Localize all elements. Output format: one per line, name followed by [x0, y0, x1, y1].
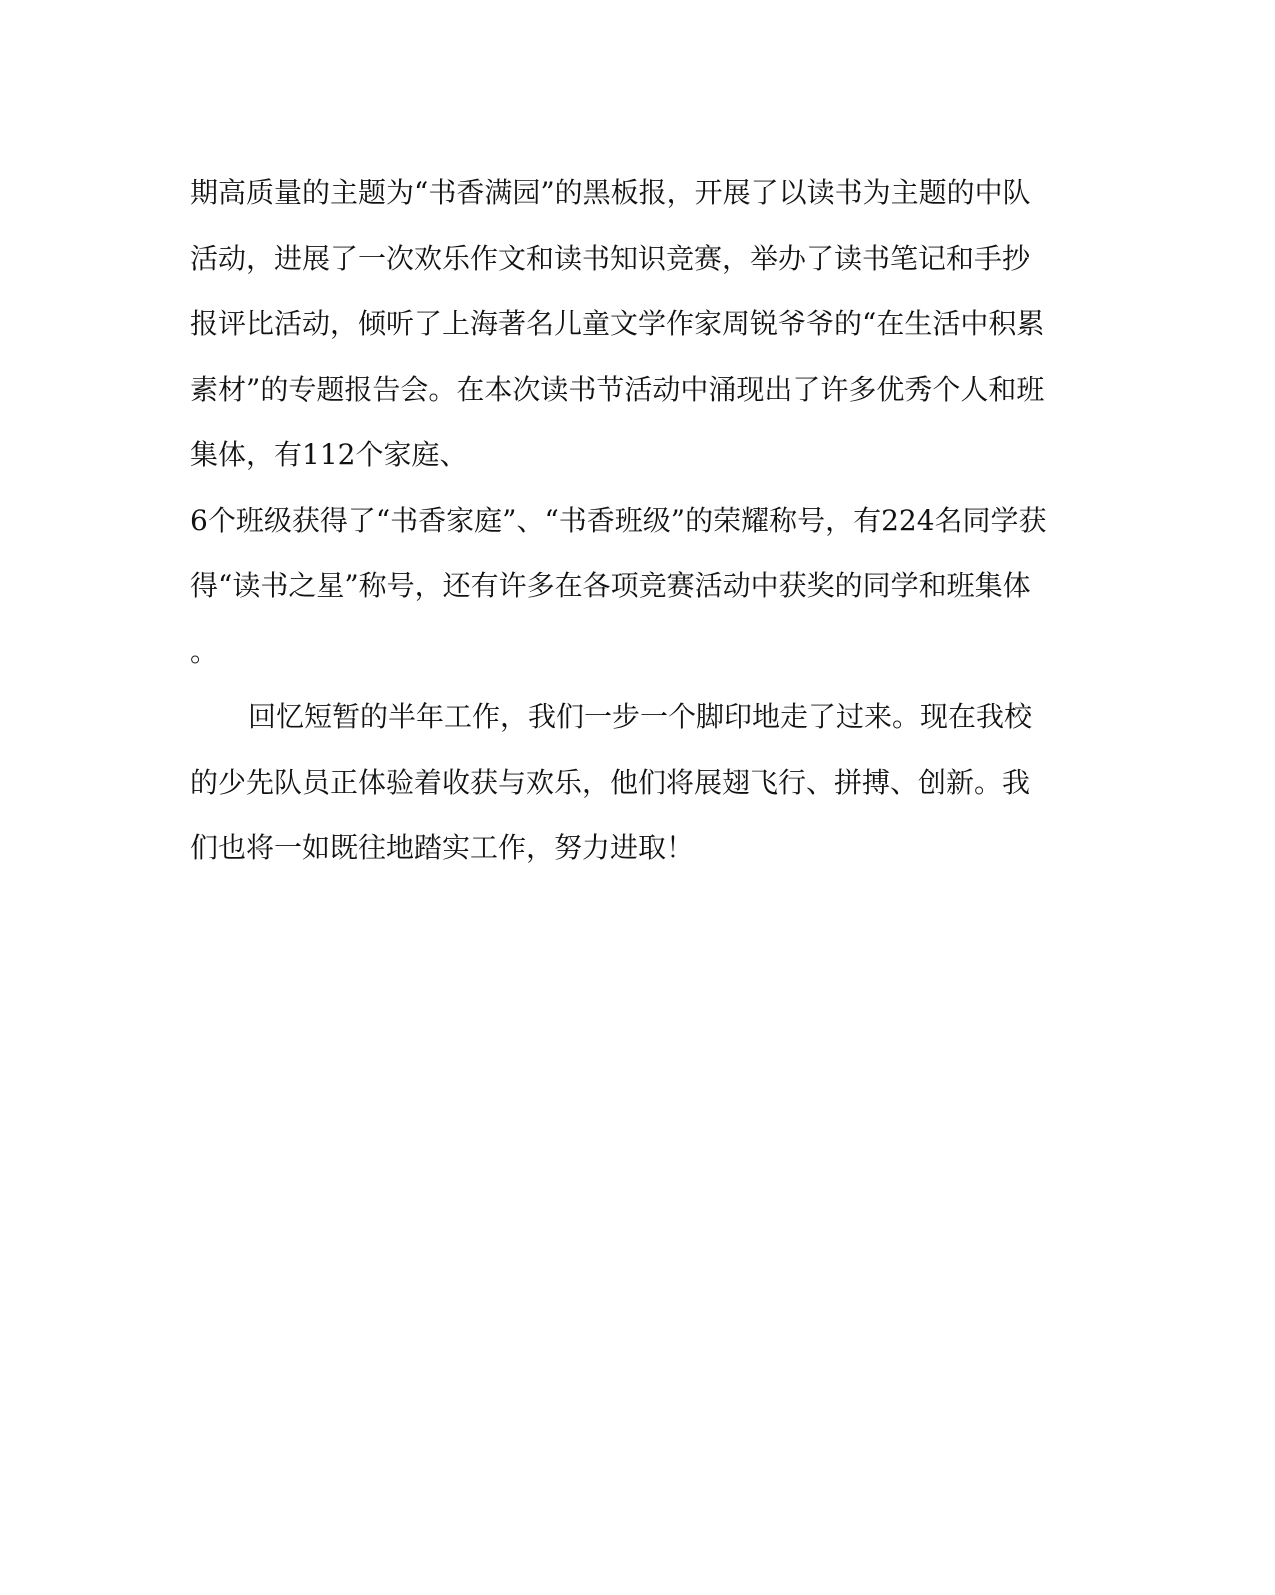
text-line-5: 集体，有112个家庭、 — [190, 438, 468, 471]
text-line-3: 报评比活动，倾听了上海著名儿童文学作家周锐爷爷的“在生活中积累 — [190, 307, 1045, 340]
text-line-11: 们也将一如既往地踏实工作，努力进取！ — [190, 831, 695, 864]
text-line-8: 。 — [190, 634, 219, 668]
text-line-7: 得“读书之星”称号，还有许多在各项竞赛活动中获奖的同学和班集体 — [190, 569, 1031, 602]
text-line-4: 素材”的专题报告会。在本次读书节活动中涌现出了许多优秀个人和班 — [190, 372, 1045, 406]
text-line-10: 的少先队员正体验着收获与欢乐，他们将展翅飞行、拼搏、创新。我 — [190, 765, 1031, 799]
text-line-6: 6个班级获得了“书香家庭”、“书香班级”的荣耀称号，有224名同学获 — [190, 503, 1047, 537]
document-body — [190, 160, 1070, 881]
text-line-1: 期高质量的主题为“书香满园”的黑板报，开展了以读书为主题的中队 — [190, 176, 1031, 209]
text-line-9-paragraph-start: 回忆短暂的半年工作，我们一步一个脚印地走了过来。现在我校 — [248, 700, 1033, 733]
text-line-2: 活动，进展了一次欢乐作文和读书知识竞赛，举办了读书笔记和手抄 — [190, 241, 1031, 275]
